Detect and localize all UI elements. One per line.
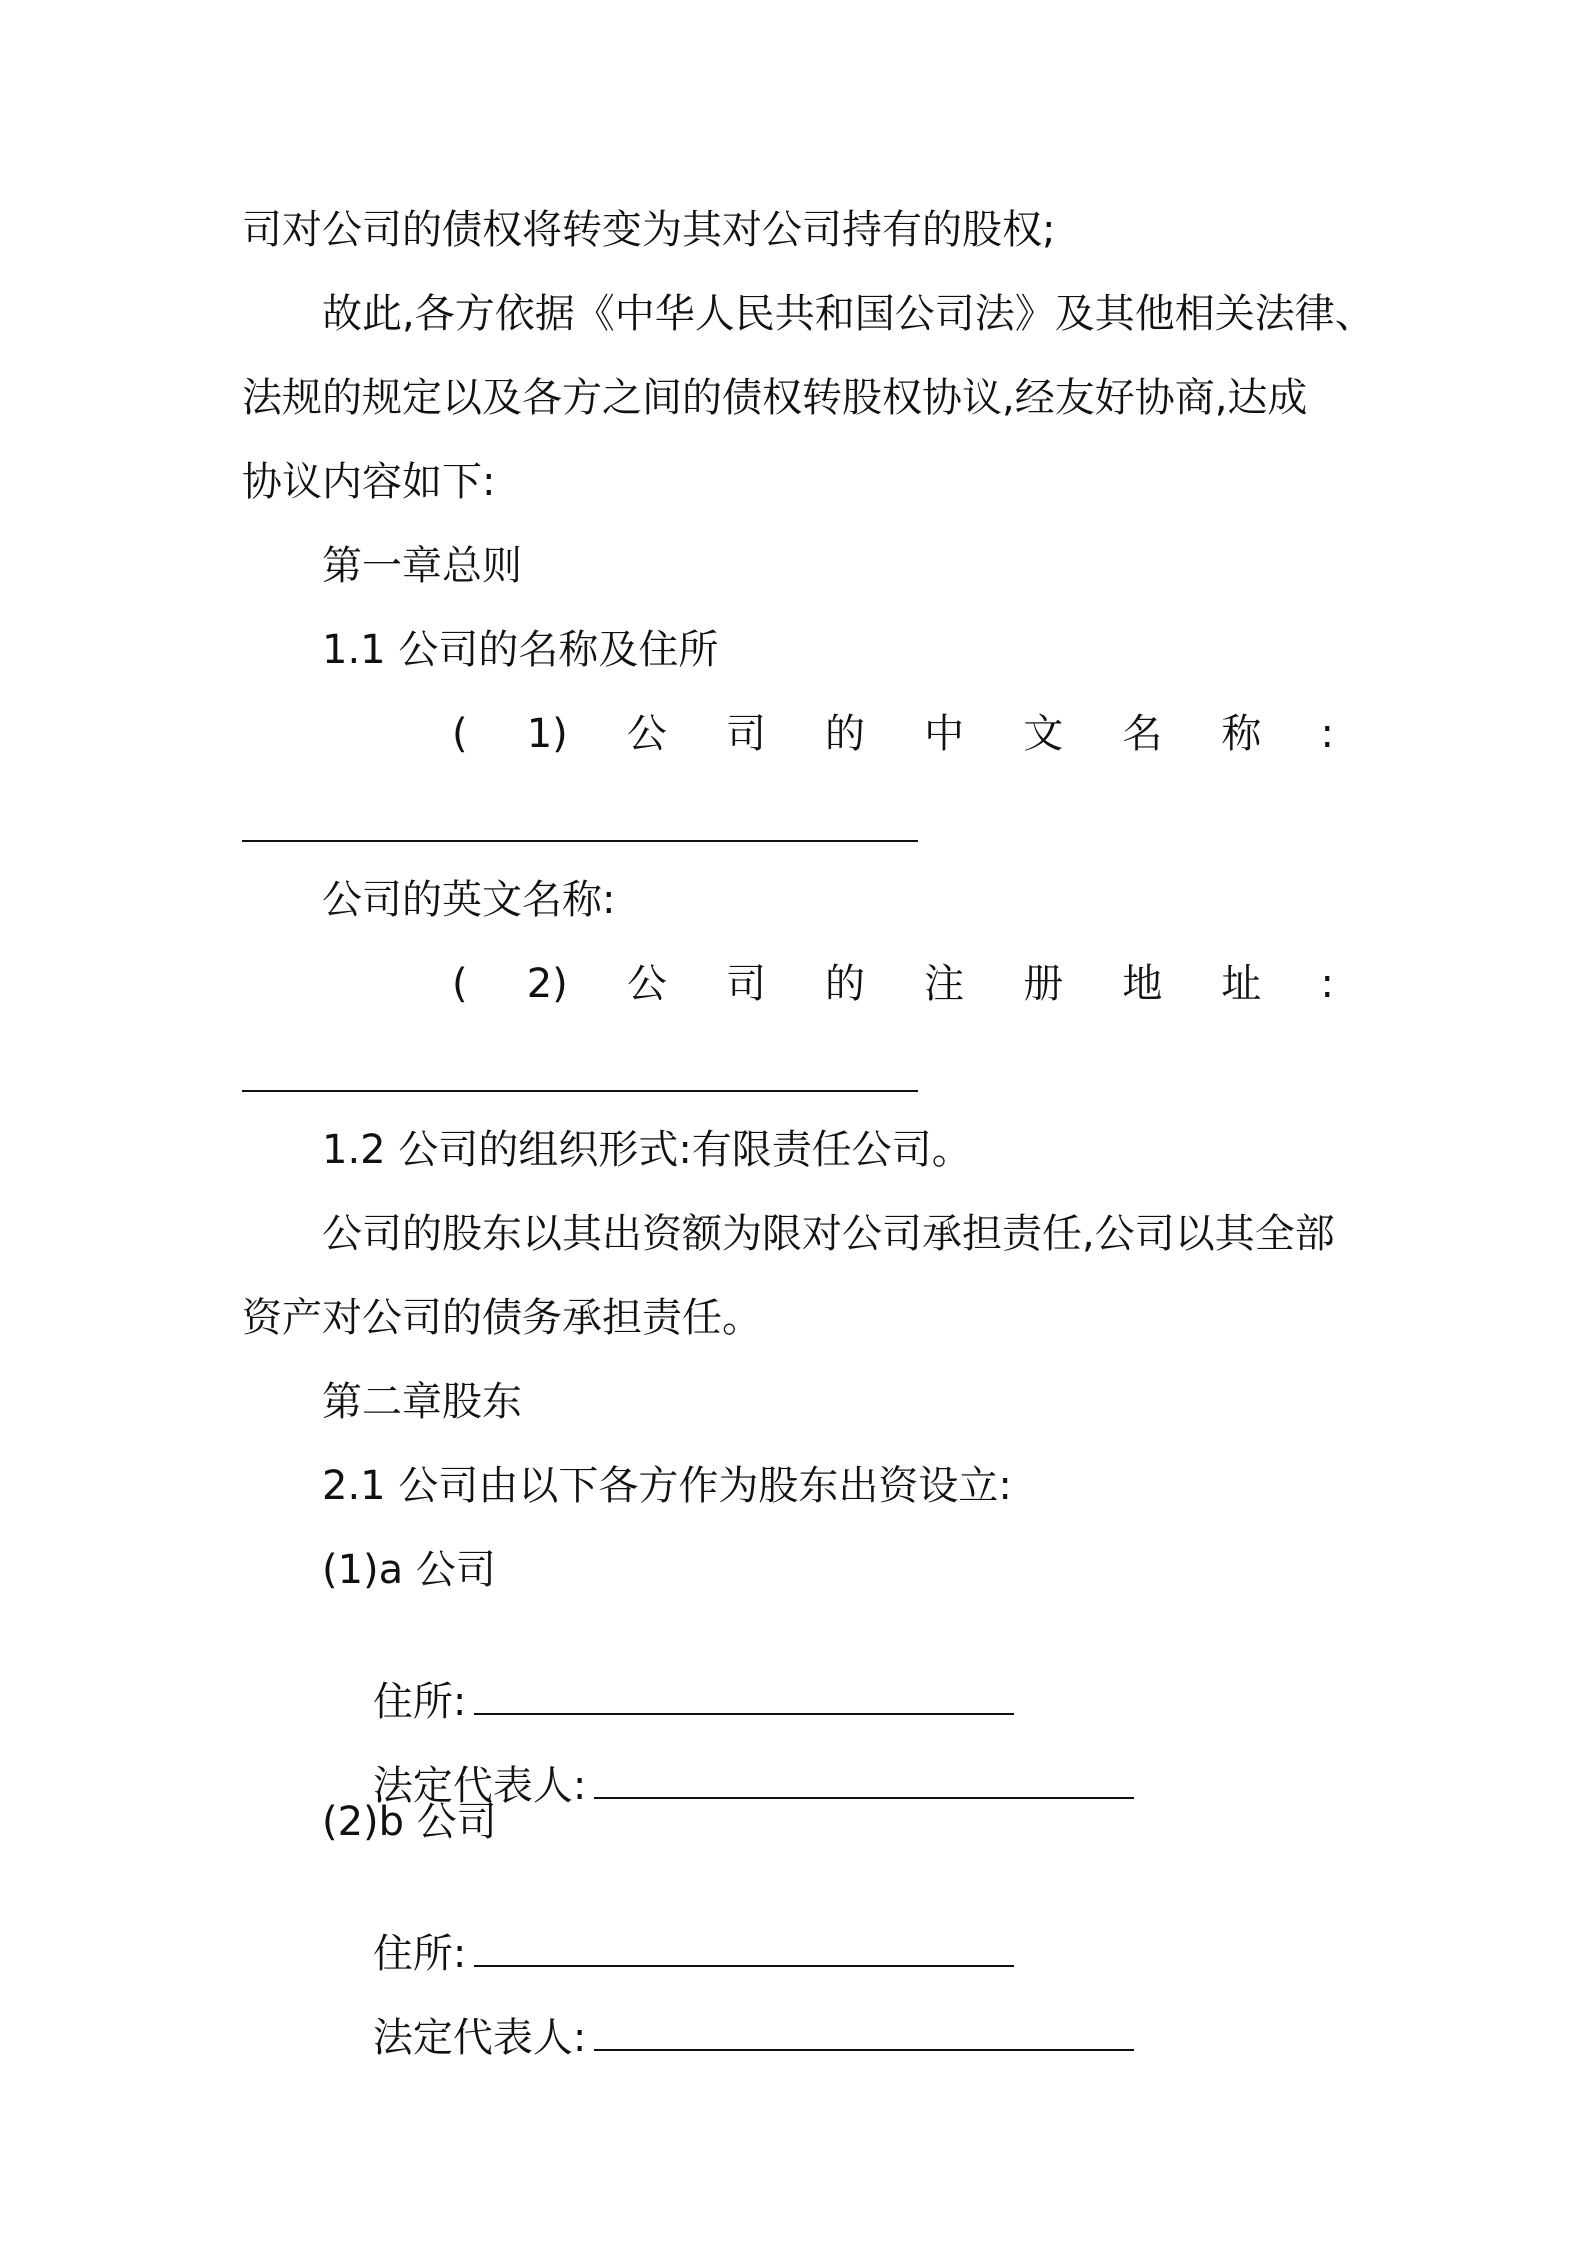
label-char: ( xyxy=(452,711,468,757)
representative-label: 法定代表人: xyxy=(372,1763,587,1809)
paragraph-line: 资产对公司的债务承担责任。 xyxy=(242,1295,762,1341)
paragraph-line: 司对公司的债权将转变为其对公司持有的股权; xyxy=(242,207,1056,253)
label-char: 册 xyxy=(1023,961,1064,1007)
label-char: 注 xyxy=(924,961,965,1007)
chinese-name-field-label xyxy=(452,710,1334,758)
section-heading: 2.1 公司由以下各方作为股东出资设立: xyxy=(322,1463,1012,1509)
paragraph-line: 法规的规定以及各方之间的债权转股权协议,经友好协商,达成 xyxy=(242,375,1308,421)
label-char: : xyxy=(1320,711,1334,757)
label-char: 司 xyxy=(725,711,766,757)
registered-address-blank xyxy=(242,1090,918,1092)
label-char: 地 xyxy=(1122,961,1163,1007)
chapter-heading: 第二章股东 xyxy=(322,1379,522,1425)
party-b-heading: (2)b 公司 xyxy=(322,1799,497,1845)
address-label: 住所: xyxy=(372,1679,467,1725)
label-char: 2) xyxy=(526,961,568,1007)
label-char: : xyxy=(1320,961,1334,1007)
label-char: 称 xyxy=(1221,711,1262,757)
representative-blank xyxy=(594,2049,1134,2051)
label-char: 名 xyxy=(1122,711,1163,757)
section-heading: 1.1 公司的名称及住所 xyxy=(322,627,719,673)
label-char: 1) xyxy=(526,711,568,757)
party-b-representative xyxy=(322,1966,1134,2110)
paragraph-line: 协议内容如下: xyxy=(242,459,496,505)
representative-label: 法定代表人: xyxy=(372,2015,587,2061)
registered-address-field-label xyxy=(452,960,1334,1008)
representative-blank xyxy=(594,1797,1134,1799)
paragraph-line: 故此,各方依据《中华人民共和国公司法》及其他相关法律、 xyxy=(322,291,1375,337)
english-name-label: 公司的英文名称: xyxy=(322,877,616,923)
label-char: 公 xyxy=(626,961,667,1007)
label-char: 的 xyxy=(825,711,866,757)
section-heading: 1.2 公司的组织形式:有限责任公司。 xyxy=(322,1127,972,1173)
address-label: 住所: xyxy=(372,1931,467,1977)
label-char: ( xyxy=(452,961,468,1007)
label-char: 文 xyxy=(1023,711,1064,757)
chinese-name-blank xyxy=(242,840,918,842)
party-a-heading: (1)a 公司 xyxy=(322,1547,496,1593)
paragraph-line: 公司的股东以其出资额为限对公司承担责任,公司以其全部 xyxy=(322,1211,1335,1257)
label-char: 中 xyxy=(924,711,965,757)
label-char: 的 xyxy=(825,961,866,1007)
label-char: 公 xyxy=(626,711,667,757)
label-char: 址 xyxy=(1221,961,1262,1007)
chapter-heading: 第一章总则 xyxy=(322,543,522,589)
label-char: 司 xyxy=(725,961,766,1007)
